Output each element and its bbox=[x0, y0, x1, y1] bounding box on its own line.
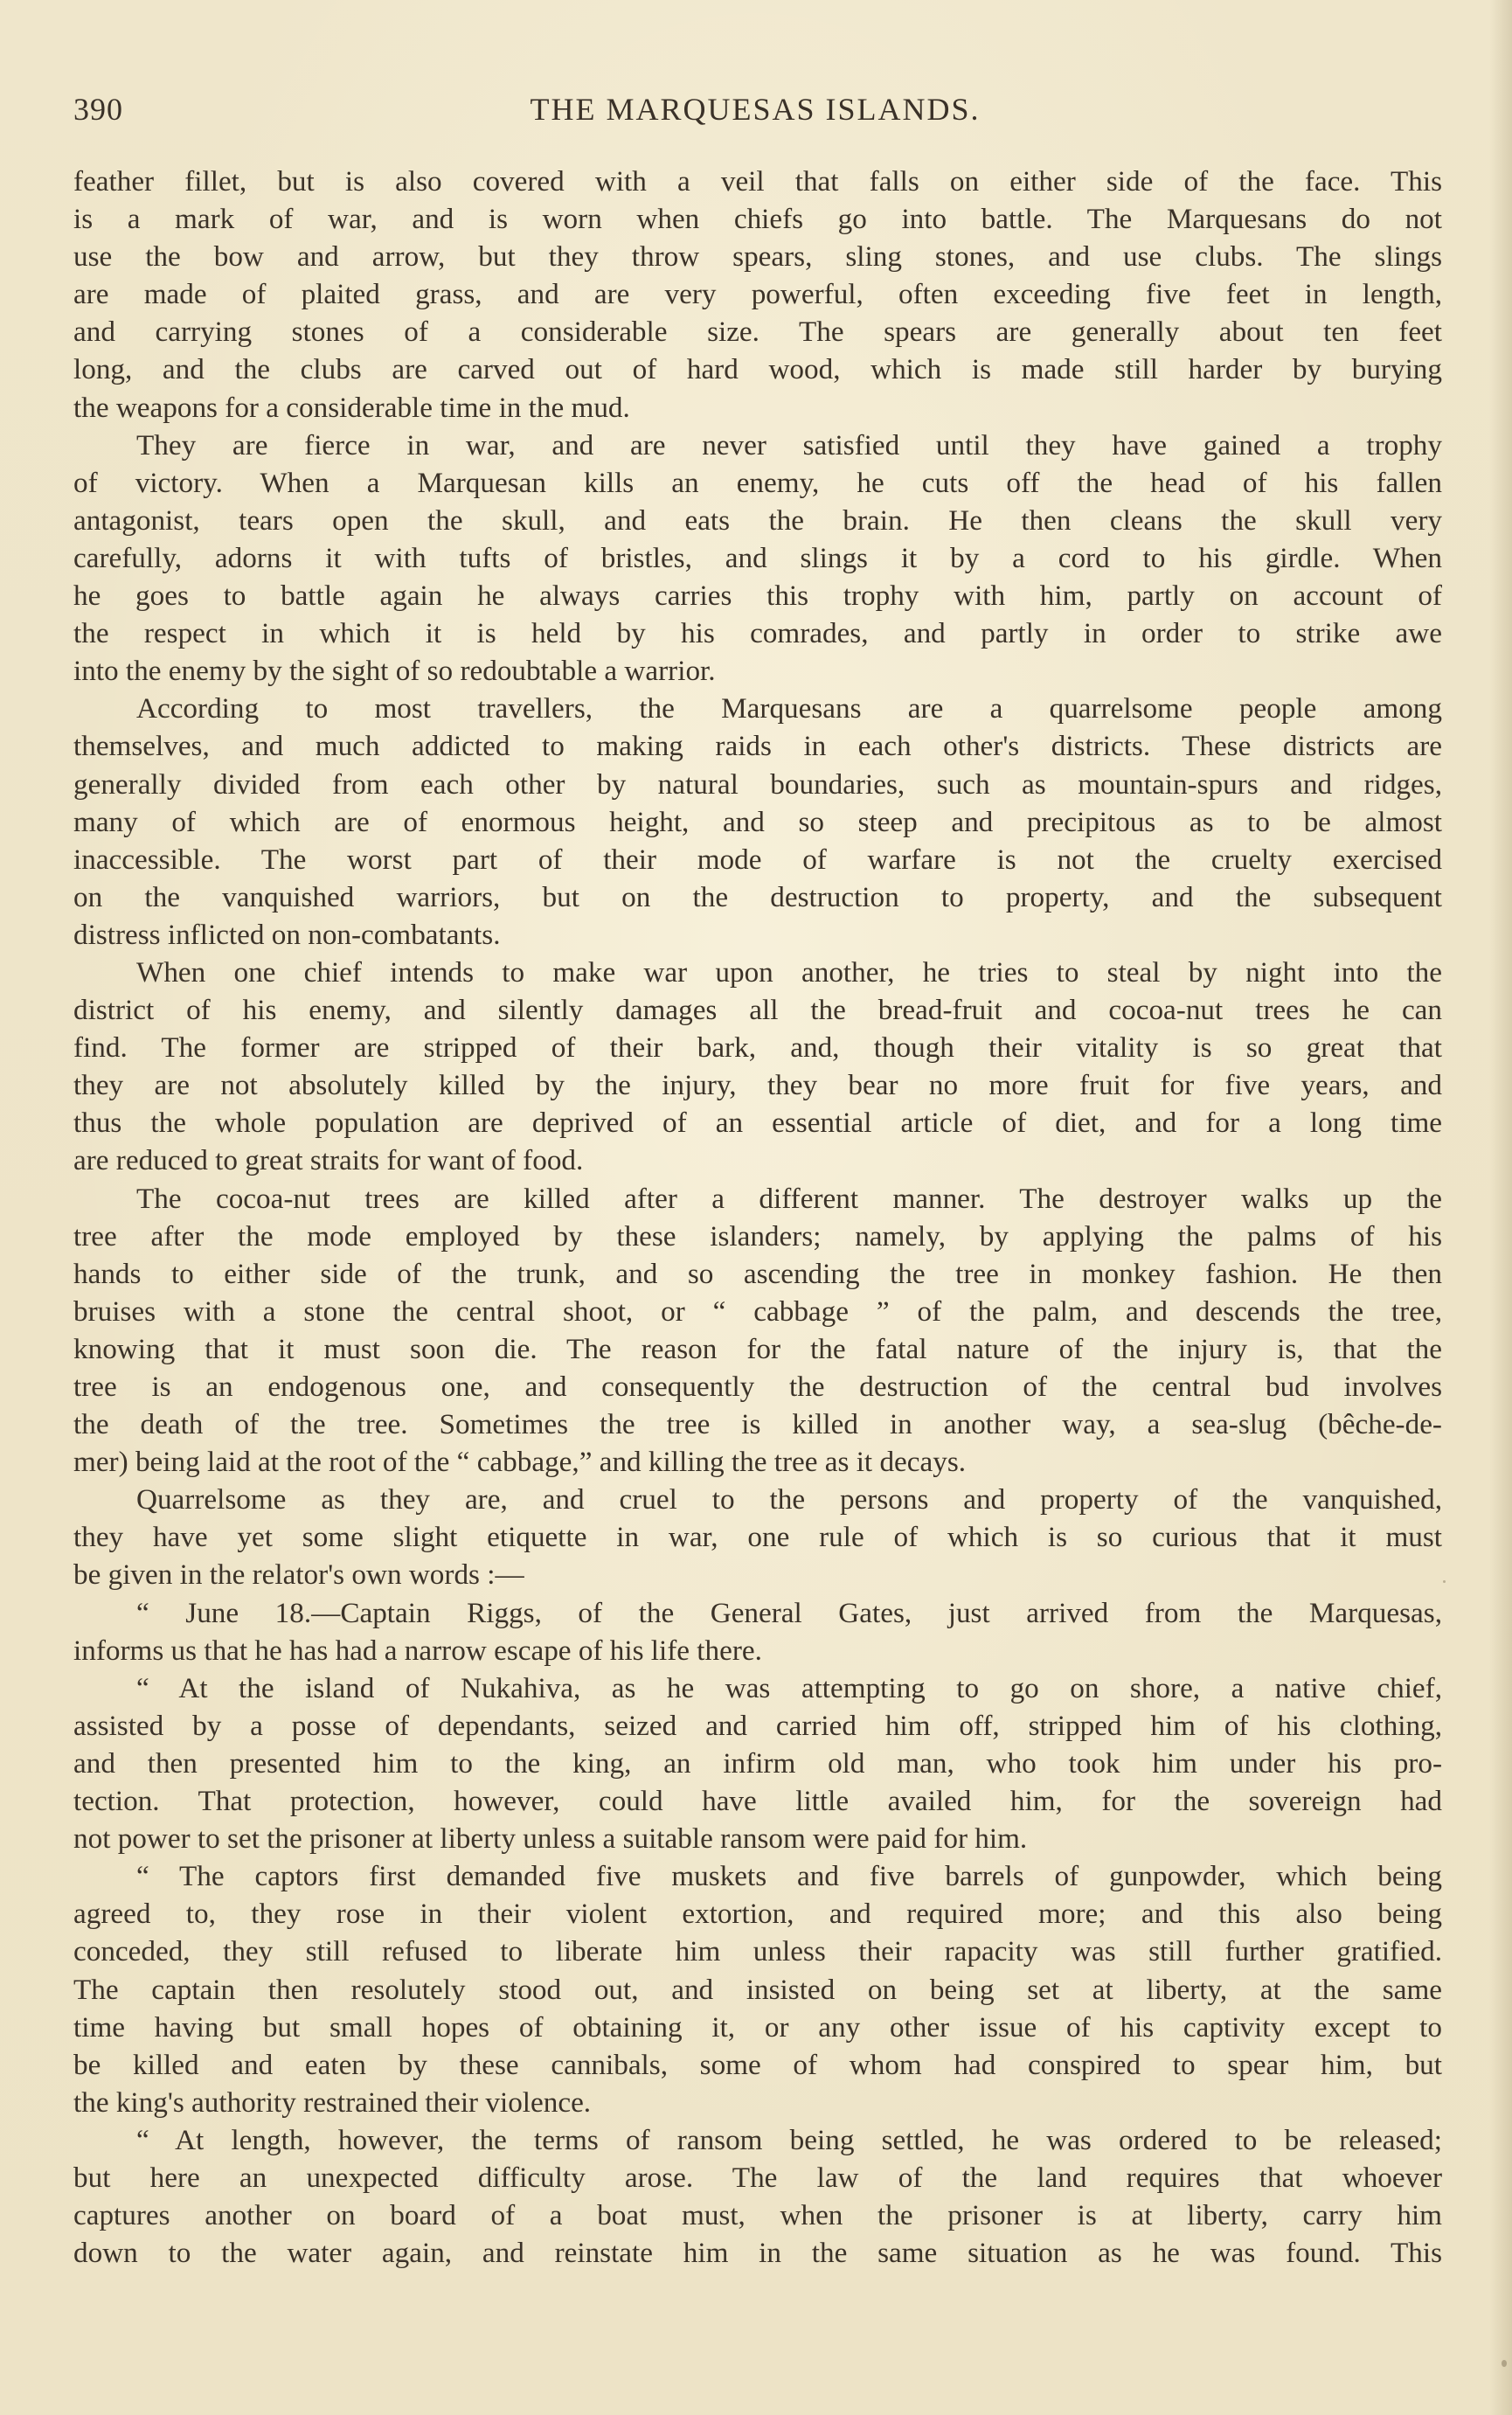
text-line: “ At the island of Nukahiva, as he was attempting to go on shore, a native chief, bbox=[136, 1671, 1442, 1704]
text-line: thus the whole population are deprived of an essential article of diet, and for a long time bbox=[73, 1107, 1442, 1140]
text-line: are made of plaited grass, and are very powerful, often exceeding five feet in length, bbox=[73, 278, 1442, 311]
text-line: many of which are of enormous height, and so steep and precipitous as to be almost bbox=[73, 805, 1442, 838]
text-line: informs us that he has had a narrow escape of his life there. bbox=[73, 1634, 762, 1667]
text-line: Quarrelsome as they are, and cruel to the persons and property of the vanquished, bbox=[136, 1483, 1442, 1516]
paragraph bbox=[73, 954, 1442, 1180]
page-edge-shadow bbox=[1489, 0, 1512, 2415]
text-line: The captain then resolutely stood out, and insisted on being set at liberty, at the same bbox=[73, 1973, 1442, 2006]
text-line: distress inflicted on non-combatants. bbox=[73, 918, 501, 951]
text-line: the king's authority restrained their violence. bbox=[73, 2085, 592, 2119]
text-line: of victory. When a Marquesan kills an enemy, he cuts off the head of his fallen bbox=[73, 466, 1442, 499]
text-line: assisted by a posse of dependants, seized and carried him off, stripped him of his clothing, bbox=[73, 1709, 1442, 1742]
text-line: They are fierce in war, and are never satisfied until they have gained a trophy bbox=[136, 428, 1442, 461]
text-line: “ At length, however, the terms of ransom being settled, he was ordered to be released; bbox=[136, 2123, 1442, 2156]
text-line: district of his enemy, and silently damages all the bread-fruit and cocoa-nut trees he can bbox=[73, 994, 1442, 1027]
text-line: he goes to battle again he always carries this trophy with him, partly on account of bbox=[73, 579, 1442, 613]
page-header bbox=[73, 91, 1437, 135]
text-line: tree is an endogenous one, and consequently the destruction of the central bud involves bbox=[73, 1371, 1442, 1403]
text-line: mer) being laid at the root of the “ cabbage,” and killing the tree as it decays. bbox=[73, 1446, 967, 1479]
text-line: be killed and eaten by these cannibals, some of whom had conspired to spear him, but bbox=[73, 2048, 1442, 2081]
text-line: and then presented him to the king, an infirm old man, who took him under his pro- bbox=[73, 1746, 1442, 1780]
text-line: tection. That protection, however, could have little availed him, for the sovereign had bbox=[73, 1785, 1442, 1818]
paragraph bbox=[73, 1180, 1442, 1482]
paragraph bbox=[73, 1669, 1442, 1857]
text-line: is a mark of war, and is worn when chiefs go into battle. The Marquesans do not bbox=[73, 203, 1442, 236]
text-line: knowing that it must soon die. The reason for the fatal nature of the injury is, that the bbox=[73, 1332, 1442, 1365]
text-line: use the bow and arrow, but they throw spears, sling stones, and use clubs. The slings bbox=[73, 240, 1442, 274]
body-text bbox=[73, 163, 1442, 2272]
paragraph bbox=[73, 1594, 1442, 1669]
paragraph bbox=[73, 2121, 1442, 2272]
text-line: agreed to, they rose in their violent extortion, and required more; and this also being bbox=[73, 1898, 1442, 1931]
text-line: the respect in which it is held by his comrades, and partly in order to strike awe bbox=[73, 617, 1442, 650]
text-line: conceded, they still refused to liberate him unless their rapacity was still further gratified. bbox=[73, 1935, 1442, 1968]
text-line: down to the water again, and reinstate him in the same situation as he was found. This bbox=[73, 2237, 1442, 2270]
text-line: captures another on board of a boat must, when the prisoner is at liberty, carry him bbox=[73, 2199, 1442, 2232]
paragraph bbox=[73, 690, 1442, 954]
text-line: the weapons for a considerable time in the mud. bbox=[73, 391, 630, 424]
paper-speck bbox=[1443, 1580, 1446, 1583]
text-line: time having but small hopes of obtaining it, or any other issue of his captivity except to bbox=[73, 2010, 1442, 2044]
text-line: According to most travellers, the Marquesans are a quarrelsome people among bbox=[136, 692, 1442, 725]
text-line: inaccessible. The worst part of their mode of warfare is not the cruelty exercised bbox=[73, 843, 1442, 876]
text-line: carefully, adorns it with tufts of bristles, and slings it by a cord to his girdle. When bbox=[73, 541, 1442, 574]
text-line: bruises with a stone the central shoot, or “ cabbage ” of the palm, and descends the tree, bbox=[73, 1294, 1442, 1328]
text-line: find. The former are stripped of their bark, and, though their vitality is so great that bbox=[73, 1031, 1442, 1065]
paper-speck bbox=[1502, 2360, 1507, 2367]
text-line: and carrying stones of a considerable size. The spears are generally about ten feet bbox=[73, 316, 1442, 349]
text-line: long, and the clubs are carved out of hard wood, which is made still harder by burying bbox=[73, 353, 1442, 386]
page-number: 390 bbox=[73, 92, 123, 127]
text-line: on the vanquished warriors, but on the destruction to property, and the subsequent bbox=[73, 880, 1442, 913]
text-line: they are not absolutely killed by the injury, they bear no more fruit for five years, and bbox=[73, 1069, 1442, 1102]
paragraph bbox=[73, 427, 1442, 690]
running-title: THE MARQUESAS ISLANDS. bbox=[530, 92, 981, 127]
text-line: generally divided from each other by natural boundaries, such as mountain-spurs and ridges, bbox=[73, 767, 1442, 801]
paragraph bbox=[73, 163, 1442, 427]
text-line: themselves, and much addicted to making raids in each other's districts. These districts are bbox=[73, 730, 1442, 763]
text-line: be given in the relator's own words :— bbox=[73, 1558, 524, 1592]
text-line: they have yet some slight etiquette in war, one rule of which is so curious that it must bbox=[73, 1521, 1442, 1554]
text-line: are reduced to great straits for want of food. bbox=[73, 1144, 584, 1177]
text-line: tree after the mode employed by these islanders; namely, by applying the palms of his bbox=[73, 1219, 1442, 1253]
text-line: “ The captors first demanded five muskets and five barrels of gunpowder, which being bbox=[136, 1860, 1442, 1893]
text-line: into the enemy by the sight of so redoubtable a warrior. bbox=[73, 655, 716, 688]
text-line: hands to either side of the trunk, and so ascending the tree in monkey fashion. He then bbox=[73, 1257, 1442, 1290]
text-line: but here an unexpected difficulty arose. The law of the land requires that whoever bbox=[73, 2161, 1442, 2194]
text-line: When one chief intends to make war upon another, he tries to steal by night into the bbox=[136, 955, 1442, 989]
text-line: “ June 18.—Captain Riggs, of the General Gates, just arrived from the Marquesas, bbox=[136, 1596, 1442, 1629]
text-line: feather fillet, but is also covered with a veil that falls on either side of the face. This bbox=[73, 165, 1442, 198]
text-line: not power to set the prisoner at liberty unless a suitable ransom were paid for him. bbox=[73, 1822, 1028, 1856]
paragraph bbox=[73, 1857, 1442, 2121]
text-line: The cocoa-nut trees are killed after a different manner. The destroyer walks up the bbox=[136, 1182, 1442, 1215]
text-line: antagonist, tears open the skull, and eats the brain. He then cleans the skull very bbox=[73, 503, 1442, 537]
text-line: the death of the tree. Sometimes the tree is killed in another way, a sea-slug (bêche-de- bbox=[73, 1408, 1442, 1441]
paragraph bbox=[73, 1481, 1442, 1593]
